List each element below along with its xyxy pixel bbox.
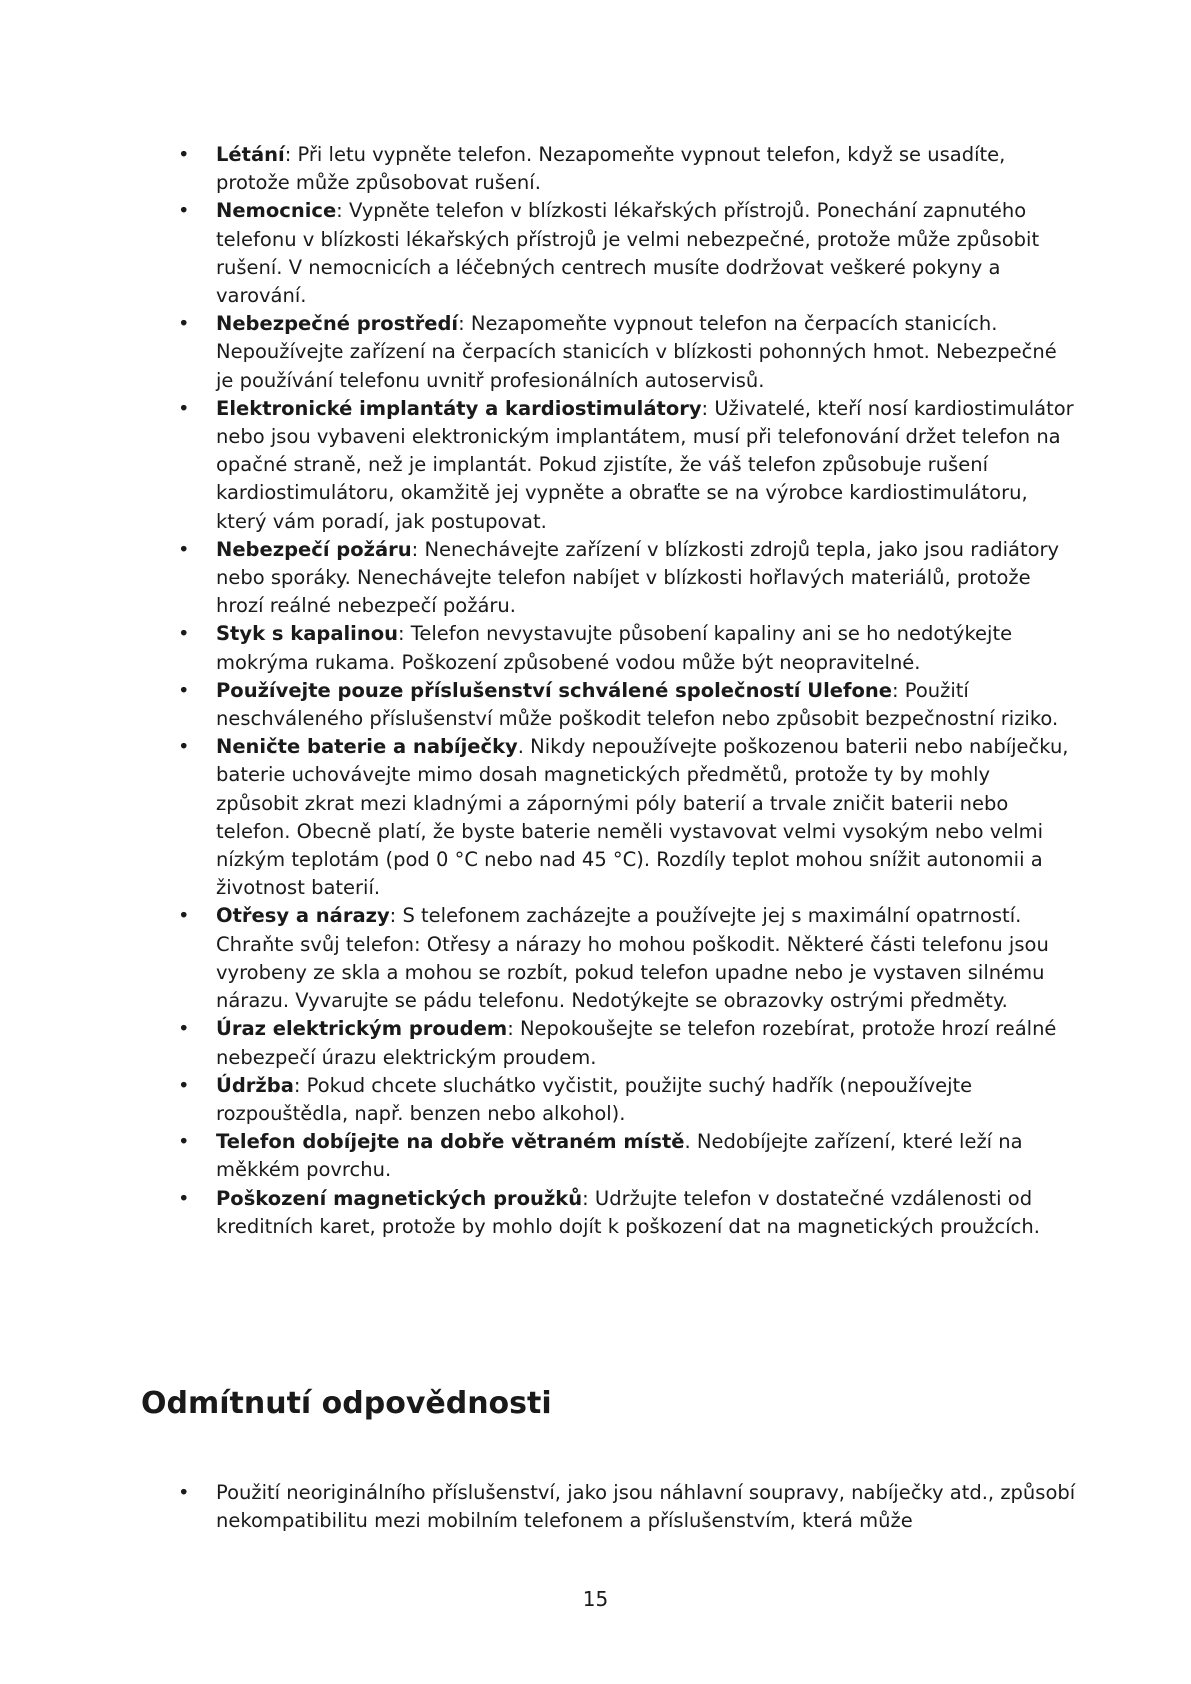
bullet: • — [178, 1130, 190, 1154]
bullet: • — [178, 396, 190, 420]
item-term: Nebezpečné prostředí — [216, 312, 459, 336]
disclaimer-list — [176, 1479, 1076, 1535]
item-separator: : — [336, 199, 349, 223]
item-text: Použití neoriginálního příslušenství, jako jsou náhlavní soupravy, nabíječky atd., způsobí nekompatibilitu mezi mobilním telefonem a příslušenstvím, která může — [216, 1481, 1076, 1533]
list-item — [176, 1479, 1076, 1535]
item-separator: : — [507, 1017, 520, 1041]
list-item — [176, 310, 1076, 395]
item-separator: : — [701, 396, 715, 420]
item-term: Elektronické implantáty a kardiostimulátory — [216, 396, 702, 420]
bullet: • — [178, 312, 190, 336]
item-text: Pokud chcete sluchátko vyčistit, použijte suchý hadřík (nepoužívejte rozpouštědla, např. benzen nebo alkohol). — [216, 1073, 973, 1125]
item-term: Otřesy a nárazy — [216, 904, 390, 928]
item-separator: : — [293, 1073, 307, 1097]
item-text: Nikdy nepoužívejte poškozenou baterii nebo nabíječku, baterie uchovávejte mimo dosah magnetických předmětů, protože ty by mohly způsobit zkrat mezi kladnými a zápornými póly baterií a trvale zničit baterii nebo telefon. Obecně platí, že byste baterie neměli vystavovat velmi vysokým nebo velmi nízkým teplotám (pod 0 °C nebo nad 45 °C). Rozdíly teplot mohou snížit autonomii a životnost baterií. — [216, 735, 1069, 900]
item-term: Telefon dobíjejte na dobře větraném místě — [216, 1130, 685, 1154]
bullet: • — [178, 622, 190, 646]
item-term: Nemocnice — [216, 199, 337, 223]
bullet: • — [178, 143, 190, 166]
bullet: • — [178, 735, 190, 759]
item-term: Styk s kapalinou — [216, 622, 399, 646]
list-item — [176, 395, 1076, 536]
item-separator: . — [684, 1130, 697, 1154]
section-heading: Odmítnutí odpovědnosti — [141, 1386, 552, 1421]
item-separator: : — [389, 904, 403, 928]
item-separator: : — [458, 312, 471, 336]
item-text: S telefonem zacházejte a používejte jej s maximální opatrností. Chraňte svůj telefon: Otřesy a nárazy ho mohou poškodit. Některé části telefonu jsou vyrobeny ze skla a mohou se rozbít, pokud telefon upadne nebo je vystaven silnému nárazu. Vyvarujte se pádu telefonu. Nedotýkejte se obrazovky ostrými předměty. — [216, 904, 1049, 1013]
item-separator: : — [398, 622, 411, 646]
list-item — [176, 536, 1076, 621]
item-separator: : — [892, 678, 905, 702]
item-text: Vypněte telefon v blízkosti lékařských přístrojů. Ponechání zapnutého telefonu v blízkosti lékařských přístrojů je velmi nebezpečné, protože může způsobit rušení. V nemocnicích a léčebných centrech musíte dodržovat veškeré pokyny a varování. — [216, 199, 1040, 308]
item-term: Létání — [216, 143, 285, 166]
item-term: Údržba — [216, 1073, 294, 1097]
bullet: • — [178, 1186, 190, 1210]
item-term: Úraz elektrickým proudem — [216, 1017, 508, 1041]
list-item — [176, 1185, 1076, 1241]
list-item — [176, 902, 1076, 1015]
item-text: Použití neschváleného příslušenství může poškodit telefon nebo způsobit bezpečnostní riziko. — [216, 678, 1059, 731]
bullet: • — [178, 199, 190, 223]
item-text: Nedobíjejte zařízení, které leží na měkkém povrchu. — [216, 1130, 1023, 1182]
list-item — [176, 1128, 1076, 1184]
item-text: Nepokoušejte se telefon rozebírat, protože hrozí reálné nebezpečí úrazu elektrickým proudem. — [216, 1017, 1057, 1069]
page-number: 15 — [582, 1587, 609, 1611]
list-item — [176, 141, 1076, 197]
item-text: Nenechávejte zařízení v blízkosti zdrojů tepla, jako jsou radiátory nebo sporáky. Nenechávejte telefon nabíjet v blízkosti hořlavých materiálů, protože hrozí reálné nebezpečí požáru. — [216, 537, 1060, 618]
bullet: • — [178, 1073, 190, 1097]
item-term: Neničte baterie a nabíječky — [216, 735, 518, 759]
list-item — [176, 197, 1076, 310]
list-item — [176, 1015, 1076, 1071]
bullet: • — [178, 1481, 190, 1504]
list-item — [176, 733, 1076, 902]
item-text: Udržujte telefon v dostatečné vzdálenosti od kreditních karet, protože by mohlo dojít k poškození dat na magnetických proužcích. — [216, 1186, 1040, 1238]
item-text: Nezapomeňte vypnout telefon na čerpacích stanicích. Nepoužívejte zařízení na čerpacích stanicích v blízkosti pohonných hmot. Nebezpečné je používání telefonu uvnitř profesionálních autoservisů. — [216, 312, 1057, 392]
item-text: Telefon nevystavujte působení kapaliny ani se ho nedotýkejte mokrýma rukama. Poškození způsobené vodou může být neopravitelné. — [216, 622, 1013, 674]
list-item — [176, 620, 1076, 676]
item-separator: . — [517, 735, 531, 759]
item-term: Nebezpečí požáru — [216, 537, 412, 561]
safety-list — [176, 141, 1076, 1241]
bullet: • — [178, 678, 190, 702]
item-term: Poškození magnetických proužků — [216, 1186, 583, 1210]
item-term: Používejte pouze příslušenství schválené společností Ulefone — [216, 678, 892, 702]
item-text: Uživatelé, kteří nosí kardiostimulátor nebo jsou vybaveni elektronickým implantátem, musí při telefonování držet telefon na opačné straně, než je implantát. Pokud zjistíte, že váš telefon způsobuje rušení kardiostimulátoru, okamžitě jej vypněte a obraťte se na výrobce kardiostimulátoru, který vám poradí, jak postupovat. — [216, 396, 1074, 533]
item-text: Při letu vypněte telefon. Nezapomeňte vypnout telefon, když se usadíte, protože může způsobovat rušení. — [216, 143, 1006, 195]
item-separator: : — [582, 1186, 595, 1210]
list-item — [176, 1072, 1076, 1128]
bullet: • — [178, 904, 190, 928]
list-item — [176, 677, 1076, 733]
item-separator: : — [411, 537, 425, 561]
item-separator: : — [284, 143, 298, 166]
bullet: • — [178, 1017, 190, 1041]
bullet: • — [178, 537, 190, 561]
